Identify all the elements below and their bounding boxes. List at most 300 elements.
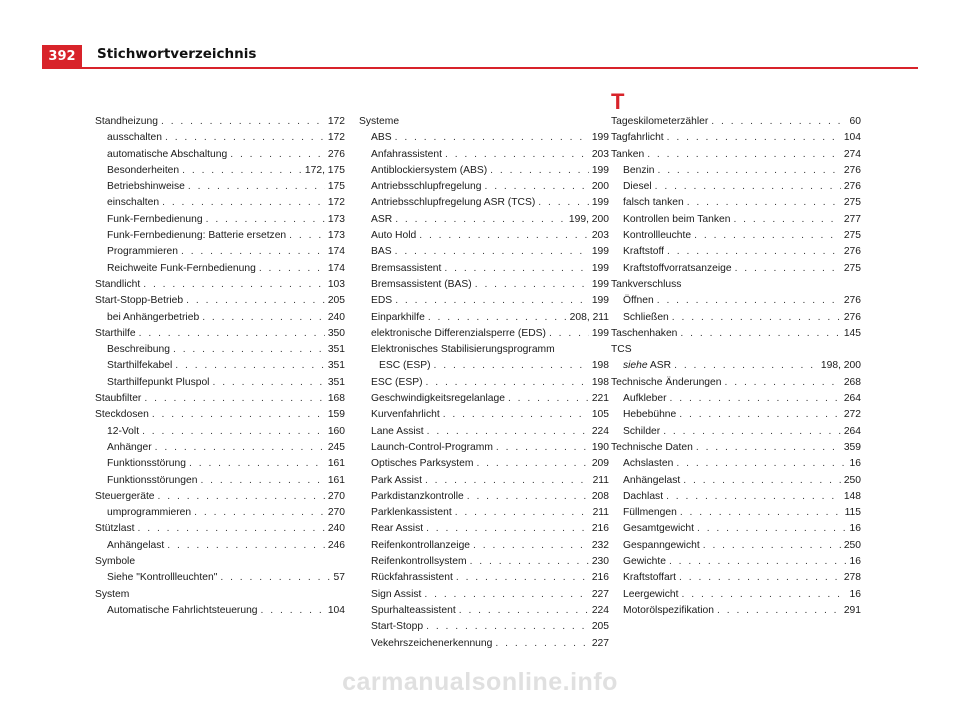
- leader-dots: [188, 179, 325, 195]
- leader-dots: [428, 310, 567, 326]
- entry-label: Achslasten: [623, 458, 674, 470]
- index-subentry: [359, 554, 609, 570]
- index-subentry: [95, 244, 345, 260]
- entry-page-ref: 205: [591, 621, 609, 633]
- entry-label: Kontrollen beim Tanken: [623, 213, 731, 225]
- entry-label: Hebebühne: [623, 409, 677, 421]
- entry-page-ref: 240: [327, 311, 345, 323]
- index-letter-heading: T: [611, 89, 625, 114]
- entry-page-ref: 198: [591, 360, 609, 372]
- index-entry: [611, 114, 861, 130]
- leader-dots: [687, 195, 841, 211]
- index-subentry: [611, 358, 861, 374]
- entry-page-ref: 205: [327, 295, 345, 307]
- index-subentry: [359, 358, 609, 374]
- entry-label: Stützlast: [95, 523, 135, 535]
- entry-label: Start-Stopp: [371, 621, 424, 633]
- entry-page-ref: 351: [327, 376, 345, 388]
- leader-dots: [459, 603, 589, 619]
- leader-dots: [162, 195, 325, 211]
- leader-dots: [161, 114, 325, 130]
- leader-dots: [220, 570, 330, 586]
- page-number: 392: [42, 45, 82, 67]
- entry-page-ref: 211: [592, 507, 609, 519]
- entry-label: Anhänger: [107, 441, 152, 453]
- index-subentry: [95, 147, 345, 163]
- entry-label: Geschwindigkeitsregelanlage: [371, 393, 505, 405]
- entry-page-ref: 224: [591, 604, 609, 616]
- leader-dots: [434, 358, 589, 374]
- page-title: Stichwortverzeichnis: [97, 46, 257, 62]
- entry-label: Funktionsstörung: [107, 458, 186, 470]
- index-subentry: [359, 521, 609, 537]
- leader-dots: [202, 310, 325, 326]
- entry-page-ref: 351: [327, 360, 345, 372]
- index-column-3: [611, 90, 861, 619]
- entry-label: Öffnen: [623, 295, 654, 307]
- entry-page-ref: 190: [591, 441, 609, 453]
- leader-dots: [666, 489, 841, 505]
- entry-label: Park Assist: [371, 474, 422, 486]
- entry-label: siehe ASR: [623, 360, 672, 372]
- entry-label: Lane Assist: [371, 425, 424, 437]
- entry-page-ref: 160: [327, 425, 345, 437]
- index-subentry: [611, 391, 861, 407]
- entry-label: Reifenkontrollsystem: [371, 556, 467, 568]
- entry-label: Antriebsschlupfregelung: [371, 181, 482, 193]
- index-column-1: [95, 114, 345, 619]
- entry-label: falsch tanken: [623, 197, 684, 209]
- entry-label: einschalten: [107, 197, 160, 209]
- entry-page-ref: 104: [327, 604, 345, 616]
- entry-page-ref: 199: [591, 197, 609, 209]
- leader-dots: [672, 310, 841, 326]
- entry-label: umprogrammieren: [107, 507, 192, 519]
- leader-dots: [456, 570, 589, 586]
- index-entry: [611, 375, 861, 391]
- index-subentry: [359, 261, 609, 277]
- index-entry: [95, 554, 345, 570]
- entry-label: Funktionsstörungen: [107, 474, 198, 486]
- entry-label: Elektronisches Stabilisierungsprogramm: [371, 344, 555, 356]
- entry-page-ref: 174: [327, 262, 345, 274]
- entry-page-ref: 16: [849, 556, 861, 568]
- entry-label: Reifenkontrollanzeige: [371, 539, 471, 551]
- entry-label: Starthilfepunkt Pluspol: [107, 376, 210, 388]
- entry-page-ref: 270: [327, 490, 345, 502]
- index-subentry: [95, 130, 345, 146]
- index-entry: [95, 277, 345, 293]
- index-subentry: [95, 310, 345, 326]
- leader-dots: [703, 538, 841, 554]
- leader-dots: [445, 147, 589, 163]
- entry-label: Spurhalteassistent: [371, 604, 456, 616]
- entry-page-ref: 198: [591, 376, 609, 388]
- index-entry: [95, 114, 345, 130]
- leader-dots: [508, 391, 589, 407]
- leader-dots: [667, 130, 841, 146]
- entry-page-ref: 275: [843, 197, 861, 209]
- leader-dots: [189, 456, 325, 472]
- leader-dots: [733, 212, 840, 228]
- index-subentry: [95, 163, 345, 179]
- entry-page-ref: 175: [327, 181, 345, 193]
- leader-dots: [657, 293, 841, 309]
- entry-page-ref: 245: [327, 441, 345, 453]
- index-subentry: [95, 538, 345, 554]
- leader-dots: [200, 473, 324, 489]
- entry-label: Kraftstoffart: [623, 572, 677, 584]
- entry-label: Systeme: [359, 116, 400, 127]
- entry-label: Tankverschluss: [611, 278, 682, 290]
- leader-dots: [696, 440, 841, 456]
- index-subentry: [611, 195, 861, 211]
- entry-page-ref: 250: [843, 539, 861, 551]
- index-subentry: [611, 587, 861, 603]
- index-entry: [359, 114, 609, 130]
- leader-dots: [670, 391, 841, 407]
- entry-page-ref: 199: [591, 295, 609, 307]
- index-entry: [95, 489, 345, 505]
- leader-dots: [538, 195, 589, 211]
- entry-page-ref: 221: [591, 393, 609, 405]
- leader-dots: [424, 587, 588, 603]
- entry-label: ESC (ESP): [371, 376, 423, 388]
- entry-page-ref: 16: [849, 588, 861, 600]
- entry-page-ref: 199: [591, 132, 609, 144]
- index-subentry: [359, 570, 609, 586]
- entry-page-ref: 264: [843, 393, 861, 405]
- index-subentry: [95, 342, 345, 358]
- entry-page-ref: 199: [591, 327, 609, 339]
- entry-page-ref: 159: [327, 409, 345, 421]
- entry-page-ref: 268: [843, 376, 861, 388]
- entry-page-ref: 211: [592, 474, 609, 486]
- leader-dots: [427, 424, 589, 440]
- entry-page-ref: 161: [327, 458, 345, 470]
- leader-dots: [175, 358, 325, 374]
- index-subentry: [359, 212, 609, 228]
- leader-dots: [470, 554, 589, 570]
- entry-label: Vekehrszeichenerkennung: [371, 637, 493, 649]
- leader-dots: [139, 326, 325, 342]
- index-entry: [95, 521, 345, 537]
- entry-label: Motorölspezifikation: [623, 604, 714, 616]
- entry-label: Launch-Control-Programm: [371, 441, 493, 453]
- index-subentry: [359, 424, 609, 440]
- entry-page-ref: 16: [849, 458, 861, 470]
- leader-dots: [186, 293, 325, 309]
- entry-label: Symbole: [95, 556, 136, 568]
- leader-dots: [444, 261, 588, 277]
- leader-dots: [426, 619, 589, 635]
- entry-label: Antiblockiersystem (ABS): [371, 164, 488, 176]
- entry-page-ref: 250: [843, 474, 861, 486]
- leader-dots: [212, 375, 324, 391]
- leader-dots: [289, 228, 325, 244]
- index-column-2: [359, 114, 609, 652]
- entry-page-ref: 276: [843, 181, 861, 193]
- entry-label: Kurvenfahrlicht: [371, 409, 440, 421]
- index-subentry: [95, 212, 345, 228]
- index-subentry: [359, 603, 609, 619]
- entry-page-ref: 276: [843, 311, 861, 323]
- entry-label: Kontrollleuchte: [623, 230, 692, 242]
- leader-dots: [455, 505, 590, 521]
- entry-page-ref: 200: [591, 181, 609, 193]
- index-subentry: [359, 342, 609, 358]
- entry-page-ref: 277: [843, 213, 861, 225]
- entry-label: Tageskilometerzähler: [611, 116, 709, 127]
- leader-dots: [663, 424, 841, 440]
- leader-dots: [230, 147, 325, 163]
- entry-label: Steckdosen: [95, 409, 149, 421]
- index-subentry: [611, 554, 861, 570]
- entry-page-ref: 208: [591, 490, 609, 502]
- index-subentry: [95, 228, 345, 244]
- leader-dots: [694, 228, 841, 244]
- index-subentry: [611, 424, 861, 440]
- leader-dots: [674, 358, 818, 374]
- entry-page-ref: 351: [327, 344, 345, 356]
- entry-label: Rückfahrassistent: [371, 572, 453, 584]
- leader-dots: [490, 163, 589, 179]
- entry-label: ESC (ESP): [379, 360, 431, 372]
- index-subentry: [359, 489, 609, 505]
- index-subentry: [359, 456, 609, 472]
- entry-label: Benzin: [623, 164, 655, 176]
- entry-label: Bremsassistent: [371, 262, 442, 274]
- index-subentry: [359, 147, 609, 163]
- entry-label: EDS: [371, 295, 393, 307]
- entry-page-ref: 350: [327, 327, 345, 339]
- entry-page-ref: 276: [327, 148, 345, 160]
- entry-label: automatische Abschaltung: [107, 148, 228, 160]
- entry-page-ref: 115: [844, 507, 861, 519]
- index-subentry: [359, 195, 609, 211]
- leader-dots: [206, 212, 325, 228]
- entry-page-ref: 278: [843, 572, 861, 584]
- entry-page-ref: 270: [327, 507, 345, 519]
- leader-dots: [679, 407, 841, 423]
- leader-dots: [426, 375, 589, 391]
- leader-dots: [173, 342, 325, 358]
- index-subentry: [359, 244, 609, 260]
- entry-label: Standheizung: [95, 116, 158, 127]
- leader-dots: [484, 179, 588, 195]
- entry-page-ref: 199, 200: [568, 213, 609, 225]
- entry-page-ref: 275: [843, 262, 861, 274]
- leader-dots: [152, 407, 325, 423]
- index-subentry: [359, 505, 609, 521]
- index-subentry: [95, 424, 345, 440]
- leader-dots: [155, 440, 325, 456]
- leader-dots: [419, 228, 589, 244]
- leader-dots: [395, 130, 589, 146]
- index-entry: [95, 293, 345, 309]
- index-subentry: [359, 277, 609, 293]
- entry-label: Auto Hold: [371, 230, 417, 242]
- entry-page-ref: 172: [327, 197, 345, 209]
- leader-dots: [467, 489, 589, 505]
- leader-dots: [475, 277, 589, 293]
- entry-label: Tagfahrlicht: [611, 132, 664, 144]
- entry-page-ref: 275: [843, 230, 861, 242]
- index-subentry: [95, 375, 345, 391]
- leader-dots: [395, 212, 566, 228]
- entry-label: ausschalten: [107, 132, 162, 144]
- index-subentry: [359, 619, 609, 635]
- entry-label: Taschenhaken: [611, 327, 678, 339]
- index-subentry: [95, 261, 345, 277]
- entry-page-ref: 199: [591, 246, 609, 258]
- entry-page-ref: 173: [327, 213, 345, 225]
- entry-label: Sign Assist: [371, 588, 422, 600]
- entry-page-ref: 227: [591, 637, 609, 649]
- entry-page-ref: 60: [849, 116, 861, 127]
- index-subentry: [95, 456, 345, 472]
- leader-dots: [669, 554, 847, 570]
- watermark: carmanualsonline.info: [342, 668, 618, 696]
- entry-page-ref: 168: [327, 393, 345, 405]
- entry-page-ref: 148: [843, 490, 861, 502]
- entry-page-ref: 227: [591, 588, 609, 600]
- index-subentry: [611, 228, 861, 244]
- entry-label: Parkdistanzkontrolle: [371, 490, 464, 502]
- leader-dots: [395, 244, 589, 260]
- leader-dots: [680, 505, 842, 521]
- entry-page-ref: 230: [591, 556, 609, 568]
- index-entry: [611, 147, 861, 163]
- index-subentry: [359, 293, 609, 309]
- leader-dots: [682, 587, 847, 603]
- entry-page-ref: 291: [843, 604, 861, 616]
- entry-label: Programmieren: [107, 246, 178, 258]
- entry-label: Gewichte: [623, 556, 666, 568]
- leader-dots: [680, 326, 840, 342]
- index-subentry: [611, 505, 861, 521]
- leader-dots: [165, 130, 325, 146]
- index-subentry: [359, 179, 609, 195]
- entry-label: Füllmengen: [623, 507, 677, 519]
- entry-page-ref: 172: [327, 116, 345, 127]
- leader-dots: [717, 603, 841, 619]
- entry-page-ref: 246: [327, 539, 345, 551]
- leader-dots: [158, 489, 325, 505]
- entry-page-ref: 276: [843, 295, 861, 307]
- index-subentry: [611, 521, 861, 537]
- leader-dots: [182, 163, 302, 179]
- entry-page-ref: 199: [591, 278, 609, 290]
- leader-dots: [473, 538, 589, 554]
- index-entry: [611, 277, 861, 293]
- index-subentry: [359, 326, 609, 342]
- leader-dots: [259, 261, 325, 277]
- index-subentry: [359, 375, 609, 391]
- index-subentry: [95, 603, 345, 619]
- leader-dots: [261, 603, 325, 619]
- entry-label: Besonderheiten: [107, 164, 180, 176]
- entry-label: Funk-Fernbedienung: Batterie ersetzen: [107, 230, 287, 242]
- entry-label: Schließen: [623, 311, 669, 323]
- entry-page-ref: 198, 200: [820, 360, 861, 372]
- entry-label: Einparkhilfe: [371, 311, 425, 323]
- entry-page-ref: 276: [843, 246, 861, 258]
- index-subentry: [359, 228, 609, 244]
- leader-dots: [143, 277, 325, 293]
- entry-page-ref: 105: [591, 409, 609, 421]
- leader-dots: [181, 244, 325, 260]
- leader-dots: [425, 473, 590, 489]
- entry-label: Kraftstoff: [623, 246, 665, 258]
- index-subentry: [359, 407, 609, 423]
- entry-label: Start-Stopp-Betrieb: [95, 295, 184, 307]
- index-subentry: [611, 473, 861, 489]
- entry-label: Aufkleber: [623, 393, 667, 405]
- index-subentry: [359, 310, 609, 326]
- entry-label: Standlicht: [95, 278, 141, 290]
- entry-page-ref: 57: [333, 572, 345, 584]
- leader-dots: [395, 293, 589, 309]
- entry-label: Antriebsschlupfregelung ASR (TCS): [371, 197, 536, 209]
- index-entry: [95, 391, 345, 407]
- entry-page-ref: 103: [327, 278, 345, 290]
- leader-dots: [679, 570, 841, 586]
- entry-label: Starthilfe: [95, 327, 136, 339]
- entry-label: Gesamtgewicht: [623, 523, 694, 535]
- entry-label: elektronische Differenzialsperre (EDS): [371, 327, 546, 339]
- leader-dots: [495, 636, 588, 652]
- entry-label: Tanken: [611, 148, 645, 160]
- entry-page-ref: 216: [591, 523, 609, 535]
- entry-label: Anhängelast: [107, 539, 165, 551]
- leader-dots: [549, 326, 589, 342]
- entry-page-ref: 203: [591, 230, 609, 242]
- index-subentry: [95, 505, 345, 521]
- entry-page-ref: 216: [591, 572, 609, 584]
- index-subentry: [95, 440, 345, 456]
- entry-page-ref: 199: [591, 164, 609, 176]
- leader-dots: [167, 538, 325, 554]
- leader-dots: [711, 114, 846, 130]
- entry-label: ASR: [371, 213, 393, 225]
- entry-page-ref: 232: [591, 539, 609, 551]
- leader-dots: [144, 391, 324, 407]
- index-subentry: [95, 195, 345, 211]
- entry-label: Kraftstoffvorratsanzeige: [623, 262, 732, 274]
- index-subentry: [95, 473, 345, 489]
- entry-label: Reichweite Funk-Fernbedienung: [107, 262, 256, 274]
- index-subentry: [359, 636, 609, 652]
- entry-label: ABS: [371, 132, 392, 144]
- entry-label: Starthilfekabel: [107, 360, 173, 372]
- entry-page-ref: 359: [843, 441, 861, 453]
- index-entry: [611, 440, 861, 456]
- index-subentry: [611, 407, 861, 423]
- entry-label: Diesel: [623, 181, 652, 193]
- index-subentry: [359, 538, 609, 554]
- entry-label: Dachlast: [623, 490, 664, 502]
- entry-page-ref: 203: [591, 148, 609, 160]
- index-subentry: [611, 179, 861, 195]
- index-subentry: [611, 538, 861, 554]
- entry-label: 12-Volt: [107, 425, 140, 437]
- entry-page-ref: 174: [327, 246, 345, 258]
- index-subentry: [611, 293, 861, 309]
- index-subentry: [359, 473, 609, 489]
- entry-label: TCS: [611, 344, 632, 356]
- leader-dots: [142, 424, 325, 440]
